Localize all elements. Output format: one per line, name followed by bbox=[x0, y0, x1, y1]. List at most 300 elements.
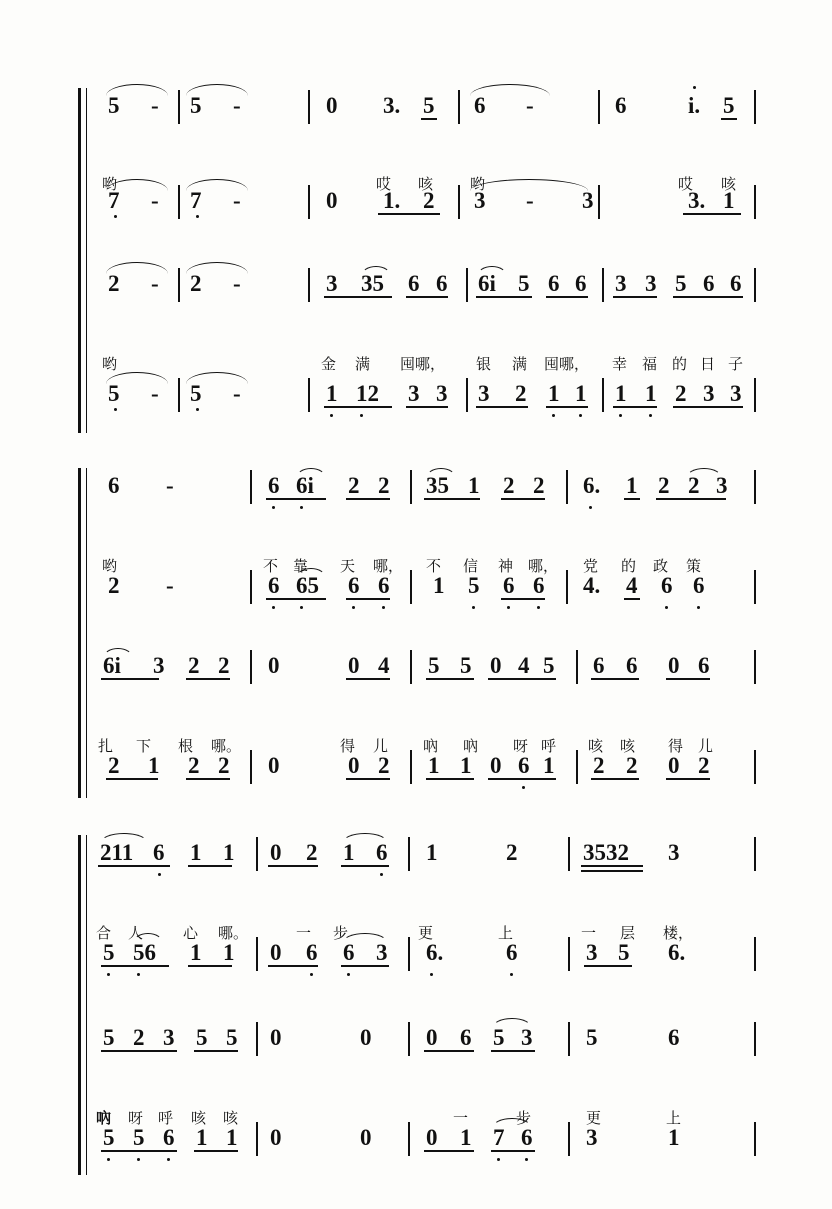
beam bbox=[424, 1150, 474, 1152]
notes-s3-v1 bbox=[78, 835, 758, 877]
beam bbox=[346, 778, 390, 780]
stave-s3-v1 bbox=[78, 835, 758, 942]
slur-icon bbox=[426, 468, 456, 478]
stave-s2-v1 bbox=[78, 468, 758, 575]
octave-dot bbox=[300, 606, 303, 609]
note: 6 bbox=[626, 653, 638, 678]
note: 6 bbox=[506, 940, 518, 965]
barline bbox=[410, 570, 412, 604]
slur-icon bbox=[361, 266, 391, 276]
octave-dot bbox=[330, 414, 333, 417]
lyric-syllable: 更 bbox=[418, 925, 434, 942]
beam bbox=[426, 678, 474, 680]
barline bbox=[178, 90, 180, 124]
octave-dot bbox=[665, 606, 668, 609]
note: 1 bbox=[615, 381, 627, 406]
beam bbox=[341, 865, 389, 867]
note: 3. bbox=[383, 93, 401, 118]
octave-dot bbox=[360, 414, 363, 417]
beam bbox=[476, 296, 532, 298]
barline bbox=[250, 570, 252, 604]
beam bbox=[101, 1050, 177, 1052]
lyric-syllable: 哟 bbox=[102, 356, 118, 373]
barline bbox=[754, 90, 756, 124]
beam bbox=[186, 778, 230, 780]
note: 2 bbox=[188, 753, 200, 778]
note: 0 bbox=[348, 653, 360, 678]
note: 5 bbox=[428, 653, 440, 678]
system-1 bbox=[78, 88, 758, 433]
note: 2 bbox=[515, 381, 527, 406]
slur-icon bbox=[296, 468, 326, 478]
lyric-syllable: 一 bbox=[581, 925, 597, 942]
beam bbox=[624, 498, 640, 500]
note: 4 bbox=[518, 653, 530, 678]
lyric-syllable: 咳 bbox=[588, 738, 604, 755]
note: 2 bbox=[506, 840, 518, 865]
note: 1 bbox=[645, 381, 657, 406]
lyric-syllable: 下 bbox=[136, 738, 152, 755]
note: 7 bbox=[190, 188, 202, 213]
note: 35 bbox=[426, 473, 449, 498]
lyric-syllable: 满 bbox=[512, 356, 528, 373]
beam bbox=[584, 965, 632, 967]
barline bbox=[754, 185, 756, 219]
octave-dot bbox=[510, 973, 513, 976]
note: 2 bbox=[658, 473, 670, 498]
note: 6 bbox=[268, 573, 280, 598]
note: 2 bbox=[108, 573, 120, 598]
lyric-syllable: 策 bbox=[686, 558, 702, 575]
barline bbox=[250, 650, 252, 684]
barline bbox=[250, 750, 252, 784]
barline bbox=[256, 1122, 258, 1156]
barline bbox=[458, 90, 460, 124]
lyric-syllable: 呀 bbox=[128, 1110, 144, 1127]
beam bbox=[546, 296, 588, 298]
note: 3 bbox=[615, 271, 627, 296]
beam bbox=[324, 406, 392, 408]
note: - bbox=[151, 271, 159, 296]
note: 0 bbox=[668, 753, 680, 778]
lyric-syllable: 心 bbox=[183, 925, 199, 942]
lyric-syllable: 人 bbox=[128, 925, 144, 942]
note: 6 bbox=[108, 473, 120, 498]
note: 6 bbox=[693, 573, 705, 598]
note: 56 bbox=[133, 940, 156, 965]
lyric-syllable: 步 bbox=[333, 925, 349, 942]
lyric-syllable: 哎 bbox=[678, 176, 694, 193]
note: - bbox=[166, 573, 174, 598]
beam bbox=[424, 1050, 474, 1052]
notes-s1-v3 bbox=[78, 266, 758, 308]
note: 6 bbox=[668, 1025, 680, 1050]
octave-dot bbox=[300, 506, 303, 509]
note: 6 bbox=[376, 840, 388, 865]
note: - bbox=[233, 271, 241, 296]
beam bbox=[591, 678, 639, 680]
note: 0 bbox=[490, 653, 502, 678]
beam bbox=[106, 778, 158, 780]
beam bbox=[98, 865, 170, 867]
octave-dot bbox=[589, 506, 592, 509]
note: 1 bbox=[723, 188, 735, 213]
note: 3532 bbox=[583, 840, 629, 865]
barline bbox=[598, 185, 600, 219]
barline bbox=[576, 750, 578, 784]
note: 0 bbox=[270, 840, 282, 865]
lyrics-s1-v3 bbox=[78, 356, 758, 378]
note: 4 bbox=[626, 573, 638, 598]
note: 2 bbox=[188, 653, 200, 678]
beam bbox=[613, 406, 657, 408]
barline bbox=[256, 837, 258, 871]
note: 6 bbox=[153, 840, 165, 865]
lyric-syllable: 政 bbox=[653, 558, 669, 575]
octave-dot bbox=[137, 1158, 140, 1161]
note: - bbox=[233, 188, 241, 213]
note: 1 bbox=[433, 573, 445, 598]
beam bbox=[673, 406, 743, 408]
slur-icon bbox=[342, 933, 388, 943]
lyric-syllable: 呼 bbox=[541, 738, 557, 755]
lyric-syllable: 楼， bbox=[663, 925, 694, 942]
barline bbox=[754, 837, 756, 871]
note: 2 bbox=[423, 188, 435, 213]
note: - bbox=[526, 93, 534, 118]
notes-s1-v2 bbox=[78, 183, 758, 225]
beam bbox=[346, 498, 390, 500]
note: 6 bbox=[436, 271, 448, 296]
note: 5 bbox=[493, 1025, 505, 1050]
octave-dot bbox=[272, 606, 275, 609]
octave-dot bbox=[114, 408, 117, 411]
lyric-syllable: 吶 bbox=[423, 738, 439, 755]
beam bbox=[666, 778, 710, 780]
beam bbox=[546, 406, 588, 408]
octave-dot bbox=[107, 1158, 110, 1161]
note: 0 bbox=[270, 1025, 282, 1050]
notes-s3-v2 bbox=[78, 935, 758, 977]
note: 0 bbox=[490, 753, 502, 778]
note: 5 bbox=[543, 653, 555, 678]
barline bbox=[566, 470, 568, 504]
lyric-syllable: 一 bbox=[296, 925, 312, 942]
note: - bbox=[233, 93, 241, 118]
note: 6 bbox=[378, 573, 390, 598]
note: 0 bbox=[268, 653, 280, 678]
note: 3 bbox=[163, 1025, 175, 1050]
note: 6 bbox=[306, 940, 318, 965]
octave-dot bbox=[137, 973, 140, 976]
beam bbox=[194, 1150, 238, 1152]
note: 6 bbox=[615, 93, 627, 118]
lyric-syllable: 幸 bbox=[612, 356, 628, 373]
octave-dot bbox=[430, 973, 433, 976]
note: 3 bbox=[703, 381, 715, 406]
note: 2 bbox=[190, 271, 202, 296]
lyric-syllable: 得 bbox=[668, 738, 684, 755]
note: 4. bbox=[583, 573, 601, 598]
note: 2 bbox=[108, 271, 120, 296]
note: 1 bbox=[226, 1125, 238, 1150]
beam bbox=[268, 965, 318, 967]
notes-s1-v4 bbox=[78, 376, 758, 418]
lyric-syllable: 上 bbox=[666, 1110, 682, 1127]
beam bbox=[581, 870, 643, 872]
note: 3 bbox=[474, 188, 486, 213]
note: 2 bbox=[533, 473, 545, 498]
beam bbox=[683, 213, 741, 215]
barline bbox=[250, 470, 252, 504]
lyric-syllable: 合 bbox=[96, 925, 112, 942]
note: 6 bbox=[698, 653, 710, 678]
beam bbox=[666, 678, 710, 680]
note: 6i bbox=[103, 653, 121, 678]
beam bbox=[188, 965, 232, 967]
lyric-syllable: 哎 bbox=[376, 176, 392, 193]
beam bbox=[656, 498, 726, 500]
lyric-syllable: 哪。 bbox=[211, 738, 242, 755]
note: 6. bbox=[583, 473, 601, 498]
lyric-syllable: 咳 bbox=[418, 176, 434, 193]
note: 12 bbox=[356, 381, 379, 406]
beam bbox=[346, 598, 390, 600]
note: 5 bbox=[103, 1125, 115, 1150]
lyric-syllable: 一 bbox=[453, 1110, 469, 1127]
note: 2 bbox=[306, 840, 318, 865]
note: 3 bbox=[645, 271, 657, 296]
notes-s3-v4 bbox=[78, 1120, 758, 1162]
octave-dot bbox=[552, 414, 555, 417]
beam bbox=[378, 213, 440, 215]
beam bbox=[721, 118, 737, 120]
octave-dot bbox=[158, 873, 161, 876]
note: 2 bbox=[218, 653, 230, 678]
octave-dot bbox=[347, 973, 350, 976]
note: 3 bbox=[586, 940, 598, 965]
beam bbox=[488, 678, 556, 680]
lyric-syllable: 上 bbox=[498, 925, 514, 942]
beam bbox=[491, 1050, 535, 1052]
barline bbox=[178, 185, 180, 219]
note: 7 bbox=[108, 188, 120, 213]
note: 0 bbox=[270, 940, 282, 965]
lyric-syllable: 囤哪， bbox=[400, 356, 446, 373]
note: 2 bbox=[688, 473, 700, 498]
barline bbox=[754, 937, 756, 971]
barline bbox=[308, 90, 310, 124]
note: 2 bbox=[348, 473, 360, 498]
stave-s3-v2 bbox=[78, 935, 758, 1005]
beam bbox=[421, 118, 437, 120]
stave-s1-v3 bbox=[78, 266, 758, 373]
note: 35 bbox=[361, 271, 384, 296]
note: 0 bbox=[360, 1025, 372, 1050]
note: i. bbox=[688, 93, 701, 118]
note: 6 bbox=[593, 653, 605, 678]
note: 3 bbox=[716, 473, 728, 498]
notes-s2-v2 bbox=[78, 568, 758, 610]
note: 6. bbox=[668, 940, 686, 965]
octave-dot bbox=[472, 606, 475, 609]
note: 1 bbox=[575, 381, 587, 406]
note: 5 bbox=[618, 940, 630, 965]
lyric-syllable: 呼 bbox=[158, 1110, 174, 1127]
lyric-syllable: 更 bbox=[586, 1110, 602, 1127]
lyric-syllable: 子 bbox=[728, 356, 744, 373]
octave-dot bbox=[507, 606, 510, 609]
barline bbox=[408, 837, 410, 871]
slur-icon bbox=[103, 648, 133, 658]
lyric-syllable: 神 bbox=[498, 558, 514, 575]
note: 5 bbox=[103, 1025, 115, 1050]
notes-s2-v1 bbox=[78, 468, 758, 510]
slur-icon bbox=[492, 1118, 532, 1128]
barline bbox=[754, 470, 756, 504]
note: 5 bbox=[108, 93, 120, 118]
lyric-syllable: 咳 bbox=[721, 176, 737, 193]
lyric-syllable: 金 bbox=[321, 356, 337, 373]
beam bbox=[613, 296, 657, 298]
note: 2 bbox=[675, 381, 687, 406]
beam bbox=[101, 965, 169, 967]
lyric-syllable: 儿 bbox=[698, 738, 714, 755]
note: 0 bbox=[426, 1025, 438, 1050]
note: 0 bbox=[326, 188, 338, 213]
beam bbox=[101, 678, 159, 680]
barline bbox=[754, 650, 756, 684]
beam bbox=[491, 1150, 535, 1152]
barline bbox=[410, 650, 412, 684]
note: 2 bbox=[378, 753, 390, 778]
note: 4 bbox=[378, 653, 390, 678]
lyric-syllable: 哟 bbox=[102, 558, 118, 575]
note: 5 bbox=[423, 93, 435, 118]
stave-s3-v4 bbox=[78, 1120, 758, 1180]
slur-icon bbox=[133, 933, 163, 943]
lyric-syllable: 根 bbox=[178, 738, 194, 755]
note: 1 bbox=[668, 1125, 680, 1150]
lyric-syllable: 哪， bbox=[373, 558, 404, 575]
note: - bbox=[151, 188, 159, 213]
note: 5 bbox=[190, 381, 202, 406]
barline bbox=[566, 570, 568, 604]
barline bbox=[568, 837, 570, 871]
beam bbox=[194, 1050, 238, 1052]
octave-dot bbox=[107, 973, 110, 976]
note: 0 bbox=[668, 653, 680, 678]
octave-dot bbox=[382, 606, 385, 609]
note: 1 bbox=[190, 940, 202, 965]
barline bbox=[408, 1022, 410, 1056]
note: 2 bbox=[503, 473, 515, 498]
lyric-syllable: 扎 bbox=[98, 738, 114, 755]
lyric-syllable: 吶 bbox=[463, 738, 479, 755]
beam bbox=[624, 598, 640, 600]
slur-icon bbox=[492, 1018, 532, 1028]
stave-s2-v2 bbox=[78, 568, 758, 638]
note: 1 bbox=[460, 753, 472, 778]
barline bbox=[408, 1122, 410, 1156]
lyric-syllable: 不 bbox=[426, 558, 442, 575]
barline bbox=[568, 1122, 570, 1156]
note: 1 bbox=[196, 1125, 208, 1150]
beam bbox=[406, 406, 448, 408]
octave-dot bbox=[310, 973, 313, 976]
note: 5 bbox=[460, 653, 472, 678]
note: 5 bbox=[468, 573, 480, 598]
beam bbox=[188, 865, 232, 867]
beam bbox=[501, 598, 545, 600]
barline bbox=[598, 90, 600, 124]
stave-s1-v1 bbox=[78, 88, 758, 193]
beam bbox=[476, 406, 528, 408]
note: 5 bbox=[518, 271, 530, 296]
lyric-syllable: 得 bbox=[340, 738, 356, 755]
note: 6 bbox=[730, 271, 742, 296]
notes-s3-v3 bbox=[78, 1020, 758, 1062]
note: 3 bbox=[326, 271, 338, 296]
note: 6. bbox=[426, 940, 444, 965]
lyric-syllable: 层 bbox=[620, 925, 636, 942]
note: 5 bbox=[108, 381, 120, 406]
octave-dot bbox=[352, 606, 355, 609]
lyric-syllable: 儿 bbox=[373, 738, 389, 755]
lyric-syllable: 满 bbox=[355, 356, 371, 373]
note: 1 bbox=[626, 473, 638, 498]
octave-dot bbox=[537, 606, 540, 609]
lyric-syllable: 的 bbox=[672, 356, 688, 373]
note: 2 bbox=[133, 1025, 145, 1050]
beam bbox=[341, 965, 389, 967]
beam bbox=[581, 865, 643, 867]
lyric-syllable: 咳 bbox=[223, 1110, 239, 1127]
barline bbox=[576, 650, 578, 684]
note: 3 bbox=[668, 840, 680, 865]
note: 2 bbox=[698, 753, 710, 778]
note: - bbox=[166, 473, 174, 498]
notes-s2-v3 bbox=[78, 648, 758, 690]
barline bbox=[256, 937, 258, 971]
barline bbox=[602, 268, 604, 302]
note: 3 bbox=[730, 381, 742, 406]
system-2 bbox=[78, 468, 758, 798]
note: 3 bbox=[408, 381, 420, 406]
octave-dot bbox=[649, 414, 652, 417]
note: 6i bbox=[478, 271, 496, 296]
note: - bbox=[151, 93, 159, 118]
note: 3. bbox=[688, 188, 706, 213]
note: 5 bbox=[133, 1125, 145, 1150]
barline bbox=[178, 268, 180, 302]
octave-dot bbox=[167, 1158, 170, 1161]
beam bbox=[266, 598, 326, 600]
note: 6 bbox=[575, 271, 587, 296]
note: 3 bbox=[376, 940, 388, 965]
beam bbox=[673, 296, 743, 298]
note: 1 bbox=[548, 381, 560, 406]
octave-dot bbox=[497, 1158, 500, 1161]
note: 1 bbox=[468, 473, 480, 498]
note: 7 bbox=[493, 1125, 505, 1150]
note: 6 bbox=[460, 1025, 472, 1050]
note: 3 bbox=[521, 1025, 533, 1050]
note: 65 bbox=[296, 573, 319, 598]
barline bbox=[754, 750, 756, 784]
barline bbox=[568, 1022, 570, 1056]
note: 6 bbox=[348, 573, 360, 598]
